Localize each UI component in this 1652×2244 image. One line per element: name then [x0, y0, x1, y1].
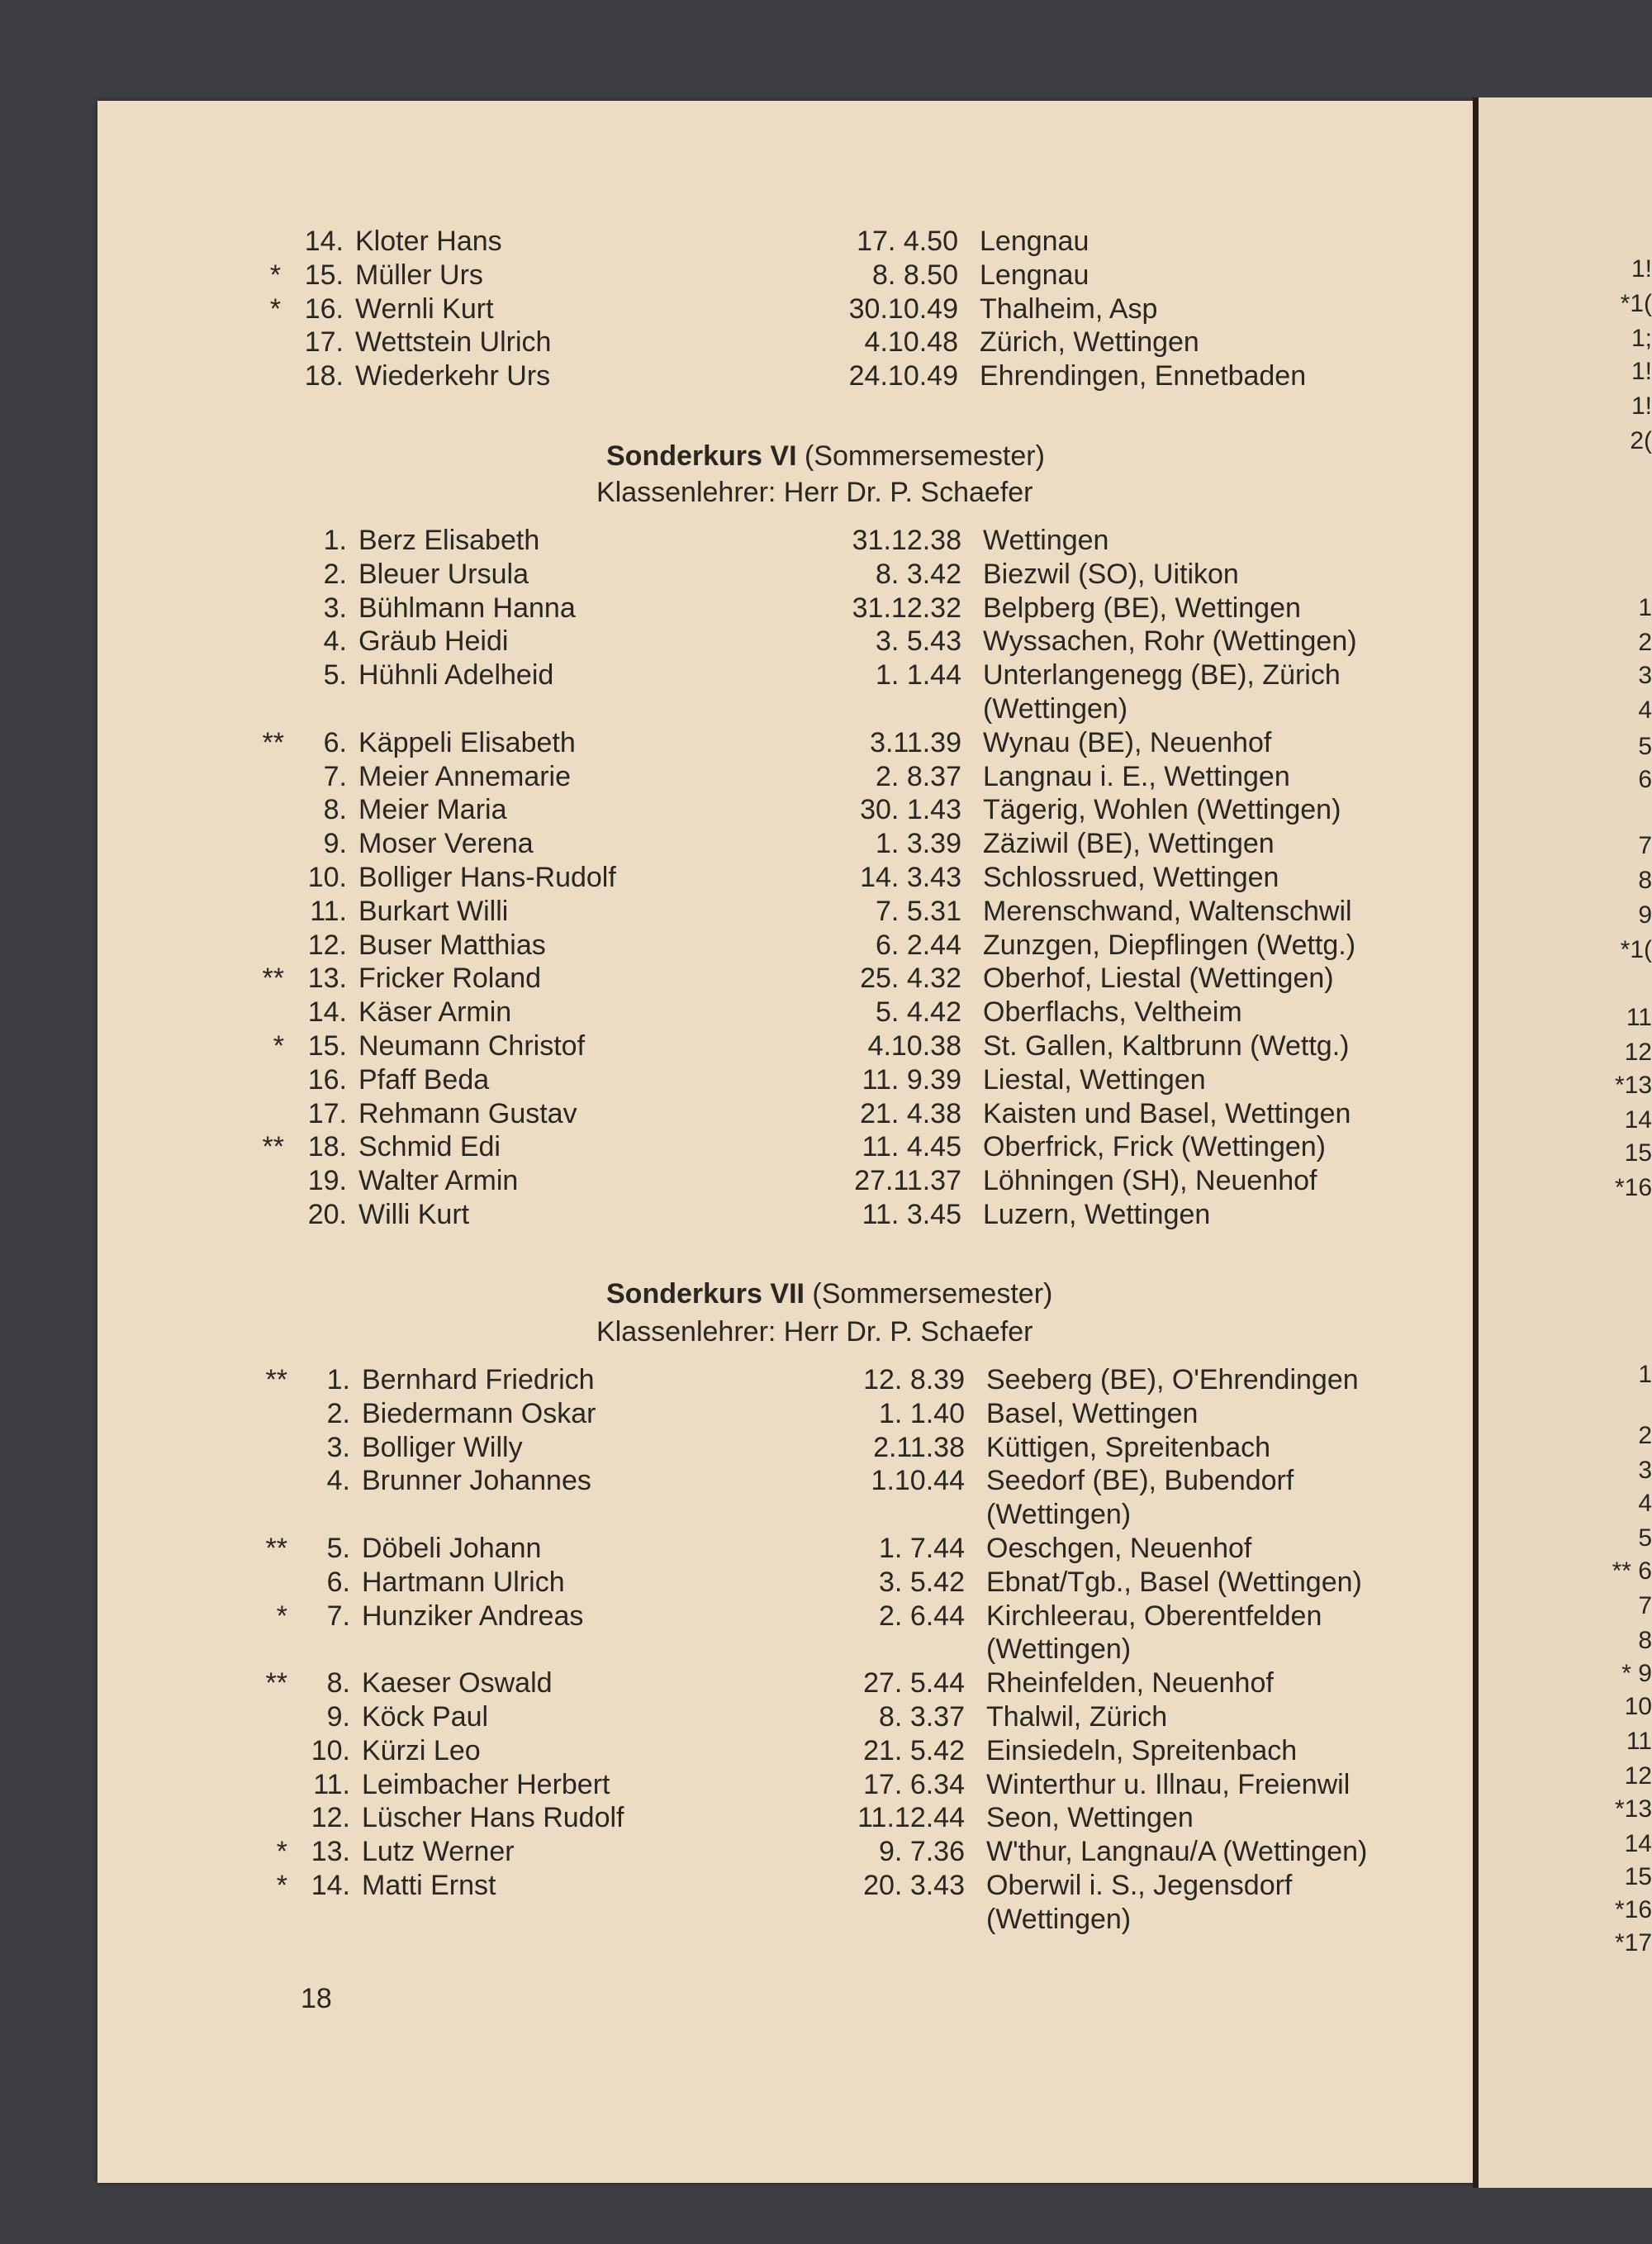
entry-birthdate: 31.12.32 [852, 592, 961, 624]
entry-place: Oberwil i. S., Jegensdorf [986, 1870, 1293, 1901]
adjacent-page-fragment: 12 [1624, 1039, 1652, 1066]
entry-place: Lengnau [980, 259, 1089, 291]
entry-name: Buser Matthias [358, 929, 546, 961]
entry-place-continued: (Wettingen) [983, 693, 1128, 725]
entry-place-continued: (Wettingen) [986, 1633, 1132, 1666]
entry-name: Hühnli Adelheid [358, 659, 554, 692]
list-item [246, 1431, 1419, 1464]
entry-name: Berz Elisabeth [358, 525, 540, 556]
entry-birthdate: 14. 3.43 [860, 862, 961, 893]
list-item [243, 996, 1416, 1029]
list-item [243, 558, 1416, 591]
entry-place: Luzern, Wettingen [983, 1199, 1211, 1230]
entry-name: Käppeli Elisabeth [358, 726, 576, 758]
list-item [246, 1464, 1419, 1497]
entry-birthdate: 11. 3.45 [862, 1199, 961, 1230]
entry-place: W'thur, Langnau/A (Wettingen) [986, 1836, 1368, 1868]
entry-mark: ** [262, 963, 284, 995]
list-item [246, 1835, 1419, 1868]
entry-number: 7. [326, 1600, 350, 1632]
adjacent-page-fragment: 7 [1638, 1592, 1652, 1619]
entry-name: Bolliger Willy [362, 1431, 523, 1463]
entry-place: Seon, Wettingen [986, 1802, 1194, 1834]
list-item-continuation [246, 1903, 1419, 1936]
list-item [243, 1097, 1416, 1130]
entry-place: Belpberg (BE), Wettingen [983, 592, 1301, 624]
entry-number: 4. [326, 1465, 350, 1497]
entry-place: Tägerig, Wohlen (Wettingen) [983, 794, 1341, 826]
adjacent-page-fragment: *16 [1614, 1896, 1652, 1923]
section-semester: (Sommersemester) [804, 1278, 1053, 1310]
entry-number: 3. [323, 592, 347, 624]
entry-mark: ** [262, 1131, 284, 1163]
adjacent-page-fragment: 15 [1624, 1139, 1652, 1167]
entry-birthdate: 17. 6.34 [863, 1768, 965, 1800]
page-number: 18 [301, 1983, 332, 2014]
entry-birthdate: 3. 5.43 [876, 625, 961, 658]
entry-number: 6. [326, 1566, 350, 1598]
adjacent-page-fragment: *13 [1614, 1795, 1652, 1823]
entry-name: Wettstein Ulrich [355, 326, 552, 359]
adjacent-page-fragment: 7 [1638, 832, 1652, 859]
adjacent-page-fragment: 1; [1631, 325, 1652, 352]
entry-place: Kirchleerau, Oberentfelden [986, 1600, 1322, 1632]
entry-place: Wettingen [983, 525, 1109, 556]
entry-name: Burkart Willi [358, 895, 509, 927]
entry-birthdate: 25. 4.32 [860, 963, 961, 995]
entry-name: Rehmann Gustav [358, 1097, 577, 1129]
entry-number: 16. [304, 292, 344, 325]
adjacent-page-fragment: 1! [1631, 358, 1652, 385]
entry-birthdate: 12. 8.39 [863, 1364, 965, 1395]
list-item [243, 760, 1416, 793]
list-item [246, 1801, 1419, 1834]
entry-place: Oberfrick, Frick (Wettingen) [983, 1131, 1327, 1163]
entry-birthdate: 11.12.44 [857, 1802, 965, 1834]
entry-place: Seeberg (BE), O'Ehrendingen [986, 1364, 1359, 1395]
entry-number: 15. [307, 1030, 347, 1062]
entry-birthdate: 4.10.38 [867, 1030, 961, 1062]
entry-mark: * [273, 1030, 284, 1062]
list-item [243, 1029, 1416, 1063]
section-title: Sonderkurs VI [606, 440, 797, 472]
entry-name: Kürzi Leo [362, 1734, 481, 1766]
entry-birthdate: 1. 1.44 [876, 659, 961, 692]
entry-mark: ** [265, 1533, 287, 1564]
entry-name: Leimbacher Herbert [362, 1768, 610, 1800]
adjacent-page-fragment: 8 [1638, 867, 1652, 894]
entry-place: Ehrendingen, Ennetbaden [980, 360, 1307, 392]
entry-birthdate: 17. 4.50 [857, 226, 958, 257]
adjacent-page-fragment: 2( [1630, 427, 1652, 454]
entry-place: Oberhof, Liestal (Wettingen) [983, 963, 1334, 995]
entry-mark: * [269, 259, 281, 291]
entry-name: Bolliger Hans-Rudolf [358, 862, 616, 893]
entry-number: 5. [326, 1533, 350, 1564]
entry-place: Rheinfelden, Neuenhof [986, 1667, 1274, 1700]
entry-place: Löhningen (SH), Neuenhof [983, 1165, 1317, 1197]
entry-name: Lüscher Hans Rudolf [362, 1802, 624, 1834]
entry-name: Bühlmann Hanna [358, 592, 576, 624]
entry-birthdate: 11. 9.39 [862, 1063, 961, 1096]
entry-number: 9. [326, 1701, 350, 1733]
entry-birthdate: 8. 8.50 [872, 259, 958, 291]
adjacent-page-fragment: 4 [1638, 1490, 1652, 1517]
entry-birthdate: 4.10.48 [864, 326, 958, 359]
entry-place: Küttigen, Spreitenbach [986, 1431, 1271, 1463]
entry-name: Meier Annemarie [358, 760, 572, 792]
adjacent-page-fragment: 3 [1638, 1457, 1652, 1484]
list-item [246, 1600, 1419, 1633]
list-item [246, 1532, 1419, 1565]
entry-number: 1. [326, 1364, 350, 1395]
list-item-continuation [246, 1633, 1419, 1666]
entry-birthdate: 5. 4.42 [876, 996, 961, 1029]
entry-birthdate: 21. 4.38 [860, 1097, 961, 1129]
adjacent-page-fragment: *16 [1614, 1174, 1652, 1201]
entry-name: Bernhard Friedrich [362, 1364, 595, 1395]
entry-name: Pfaff Beda [358, 1063, 490, 1096]
list-item [240, 359, 1412, 392]
entry-number: 12. [311, 1802, 350, 1834]
adjacent-page-fragment: 15 [1624, 1863, 1652, 1890]
list-item [246, 1734, 1419, 1767]
entry-birthdate: 1.10.44 [871, 1465, 965, 1497]
list-item [240, 259, 1412, 292]
entry-mark: ** [262, 726, 284, 758]
adjacent-page-fragment: 1! [1631, 255, 1652, 283]
adjacent-page-edge [1479, 97, 1652, 2188]
adjacent-page-fragment: 11 [1626, 1728, 1652, 1755]
entry-mark: ** [265, 1667, 287, 1700]
adjacent-page-fragment: 6 [1638, 766, 1652, 793]
entry-number: 14. [304, 226, 344, 257]
adjacent-page-fragment: 5 [1638, 1524, 1652, 1552]
entry-name: Meier Maria [358, 794, 507, 826]
section-teacher: Klassenlehrer: Herr Dr. P. Schaefer [596, 477, 1033, 508]
entry-number: 11. [310, 895, 347, 927]
entry-name: Wernli Kurt [355, 292, 494, 325]
entry-birthdate: 30.10.49 [848, 292, 958, 325]
entry-birthdate: 21. 5.42 [863, 1734, 965, 1766]
entry-number: 15. [304, 259, 344, 291]
entry-place: Unterlangenegg (BE), Zürich [983, 659, 1341, 692]
entry-place: Langnau i. E., Wettingen [983, 760, 1290, 792]
list-item [246, 1397, 1419, 1430]
entry-number: 14. [311, 1870, 350, 1901]
list-item [243, 1198, 1416, 1231]
entry-number: 2. [323, 558, 347, 590]
entry-number: 17. [304, 326, 344, 359]
entry-number: 8. [323, 794, 347, 826]
entry-place: Zäziwil (BE), Wettingen [983, 828, 1275, 860]
entry-name: Moser Verena [358, 828, 534, 860]
list-item [243, 726, 1416, 759]
entry-place: Seedorf (BE), Bubendorf [986, 1465, 1294, 1497]
entry-name: Müller Urs [355, 259, 483, 291]
entry-name: Biedermann Oskar [362, 1397, 596, 1429]
entry-place-continued: (Wettingen) [986, 1499, 1132, 1531]
list-item [243, 793, 1416, 826]
entry-birthdate: 8. 3.42 [876, 558, 961, 590]
list-item [240, 292, 1412, 326]
entry-place: Wynau (BE), Neuenhof [983, 726, 1272, 758]
entry-number: 14. [307, 996, 347, 1029]
entry-birthdate: 30. 1.43 [860, 794, 961, 826]
list-item [243, 625, 1416, 658]
list-item [243, 592, 1416, 625]
list-item [243, 658, 1416, 692]
entry-number: 12. [307, 929, 347, 961]
entry-name: Hunziker Andreas [362, 1600, 584, 1632]
entry-place: Biezwil (SO), Uitikon [983, 558, 1239, 590]
entry-birthdate: 1. 3.39 [876, 828, 961, 860]
entry-place: Ebnat/Tgb., Basel (Wettingen) [986, 1566, 1362, 1598]
entry-number: 5. [323, 659, 347, 692]
list-item [243, 962, 1416, 995]
entry-mark: ** [265, 1364, 287, 1395]
entry-number: 10. [311, 1734, 350, 1766]
entry-mark: * [276, 1870, 287, 1901]
list-item [243, 895, 1416, 928]
adjacent-page-fragment: 4 [1638, 696, 1652, 724]
entry-number: 9. [323, 828, 347, 860]
list-item [240, 225, 1412, 258]
adjacent-page-fragment: 9 [1638, 901, 1652, 929]
entry-birthdate: 2. 8.37 [876, 760, 961, 792]
list-item [246, 1363, 1419, 1396]
entry-place: Wyssachen, Rohr (Wettingen) [983, 625, 1357, 658]
entry-birthdate: 7. 5.31 [876, 895, 961, 927]
adjacent-page-fragment: 10 [1624, 1693, 1652, 1720]
entry-name: Neumann Christof [358, 1030, 586, 1062]
entry-birthdate: 9. 7.36 [879, 1836, 965, 1868]
section-semester: (Sommersemester) [796, 440, 1045, 472]
adjacent-page-fragment: 11 [1626, 1004, 1652, 1031]
list-item [246, 1666, 1419, 1700]
entry-birthdate: 24.10.49 [848, 360, 958, 392]
entry-name: Matti Ernst [362, 1870, 496, 1901]
entry-number: 8. [326, 1667, 350, 1700]
adjacent-page-fragment: *17 [1614, 1929, 1652, 1956]
entry-place: Zürich, Wettingen [980, 326, 1199, 359]
entry-name: Gräub Heidi [358, 625, 509, 658]
list-item [243, 524, 1416, 557]
adjacent-page-fragment: 14 [1624, 1106, 1652, 1134]
entry-place: Zunzgen, Diepflingen (Wettg.) [983, 929, 1356, 961]
entry-place: Thalwil, Zürich [986, 1701, 1168, 1733]
list-item [243, 861, 1416, 894]
list-item [246, 1700, 1419, 1733]
entry-name: Walter Armin [358, 1165, 519, 1197]
list-item [243, 929, 1416, 962]
section-teacher: Klassenlehrer: Herr Dr. P. Schaefer [596, 1316, 1033, 1348]
entry-place: Oeschgen, Neuenhof [986, 1533, 1252, 1564]
list-item-continuation [243, 692, 1416, 725]
adjacent-page-fragment: 3 [1638, 662, 1652, 689]
entry-number: 20. [307, 1199, 347, 1230]
entry-place: St. Gallen, Kaltbrunn (Wettg.) [983, 1030, 1350, 1062]
list-item [243, 1063, 1416, 1096]
list-item [243, 1164, 1416, 1197]
list-item [243, 1130, 1416, 1163]
entry-name: Kloter Hans [355, 226, 502, 257]
entry-birthdate: 8. 3.37 [879, 1701, 965, 1733]
adjacent-page-fragment: 1 [1638, 594, 1652, 621]
entry-name: Kaeser Oswald [362, 1667, 553, 1700]
adjacent-page-fragment: 1 [1638, 1361, 1652, 1388]
entry-number: 18. [307, 1131, 347, 1163]
entry-place: Lengnau [980, 226, 1089, 257]
entry-number: 16. [307, 1063, 347, 1096]
section-title: Sonderkurs VII [606, 1278, 805, 1310]
list-item [246, 1869, 1419, 1902]
entry-place: Basel, Wettingen [986, 1397, 1199, 1429]
entry-birthdate: 31.12.38 [852, 525, 961, 556]
entry-name: Käser Armin [358, 996, 512, 1029]
entry-name: Köck Paul [362, 1701, 489, 1733]
entry-number: 13. [311, 1836, 350, 1868]
adjacent-page-fragment: 2 [1638, 629, 1652, 656]
adjacent-page-fragment: *1( [1620, 290, 1652, 317]
adjacent-page-fragment: * 9 [1621, 1660, 1652, 1687]
entry-place: Liestal, Wettingen [983, 1063, 1206, 1096]
adjacent-page-fragment: 14 [1624, 1830, 1652, 1857]
list-item-continuation [246, 1498, 1419, 1531]
list-item [240, 326, 1412, 359]
book-gutter [1473, 97, 1479, 2188]
entry-birthdate: 6. 2.44 [876, 929, 961, 961]
entry-name: Schmid Edi [358, 1131, 501, 1163]
entry-number: 7. [323, 760, 347, 792]
entry-mark: * [276, 1836, 287, 1868]
entry-birthdate: 3.11.39 [870, 726, 961, 758]
adjacent-page-fragment: *1( [1620, 936, 1652, 963]
entry-number: 17. [307, 1097, 347, 1129]
entry-number: 11. [313, 1768, 350, 1800]
entry-name: Lutz Werner [362, 1836, 515, 1868]
entry-name: Döbeli Johann [362, 1533, 542, 1564]
entry-number: 1. [323, 525, 347, 556]
entry-mark: * [276, 1600, 287, 1632]
adjacent-page-fragment: 1! [1631, 392, 1652, 420]
adjacent-page-fragment: ** 6 [1612, 1557, 1652, 1585]
adjacent-page-fragment: 8 [1638, 1627, 1652, 1654]
entry-name: Wiederkehr Urs [355, 360, 551, 392]
entry-name: Brunner Johannes [362, 1465, 591, 1497]
entry-place: Oberflachs, Veltheim [983, 996, 1242, 1029]
entry-place-continued: (Wettingen) [986, 1903, 1132, 1935]
list-item [243, 827, 1416, 860]
entry-name: Fricker Roland [358, 963, 542, 995]
entry-number: 19. [307, 1165, 347, 1197]
entry-place: Winterthur u. Illnau, Freienwil [986, 1768, 1351, 1800]
entry-name: Bleuer Ursula [358, 558, 529, 590]
entry-name: Willi Kurt [358, 1199, 470, 1230]
entry-birthdate: 1. 1.40 [879, 1397, 965, 1429]
entry-birthdate: 20. 3.43 [863, 1870, 965, 1901]
entry-birthdate: 11. 4.45 [862, 1131, 961, 1163]
entry-birthdate: 3. 5.42 [879, 1566, 965, 1598]
entry-place: Kaisten und Basel, Wettingen [983, 1097, 1351, 1129]
entry-number: 10. [307, 862, 347, 893]
entry-place: Merenschwand, Waltenschwil [983, 895, 1352, 927]
section-heading [606, 440, 1045, 473]
list-item [246, 1768, 1419, 1801]
entry-number: 3. [326, 1431, 350, 1463]
entry-mark: * [269, 292, 281, 325]
adjacent-page-fragment: 5 [1638, 733, 1652, 760]
entry-birthdate: 27. 5.44 [863, 1667, 965, 1700]
entry-number: 13. [307, 963, 347, 995]
adjacent-page-fragment: *13 [1614, 1072, 1652, 1099]
entry-place: Thalheim, Asp [980, 292, 1158, 325]
entry-birthdate: 1. 7.44 [879, 1533, 965, 1564]
adjacent-page-fragment: 2 [1638, 1422, 1652, 1449]
entry-number: 18. [304, 360, 344, 392]
entry-number: 2. [326, 1397, 350, 1429]
entry-birthdate: 2.11.38 [873, 1431, 965, 1463]
entry-birthdate: 27.11.37 [854, 1165, 961, 1197]
entry-name: Hartmann Ulrich [362, 1566, 565, 1598]
entry-place: Einsiedeln, Spreitenbach [986, 1734, 1298, 1766]
entry-place: Schlossrued, Wettingen [983, 862, 1279, 893]
adjacent-page-fragment: 12 [1624, 1762, 1652, 1790]
entry-birthdate: 2. 6.44 [879, 1600, 965, 1632]
entry-number: 4. [323, 625, 347, 658]
entry-number: 6. [323, 726, 347, 758]
section-heading [606, 1277, 1052, 1310]
list-item [246, 1566, 1419, 1599]
